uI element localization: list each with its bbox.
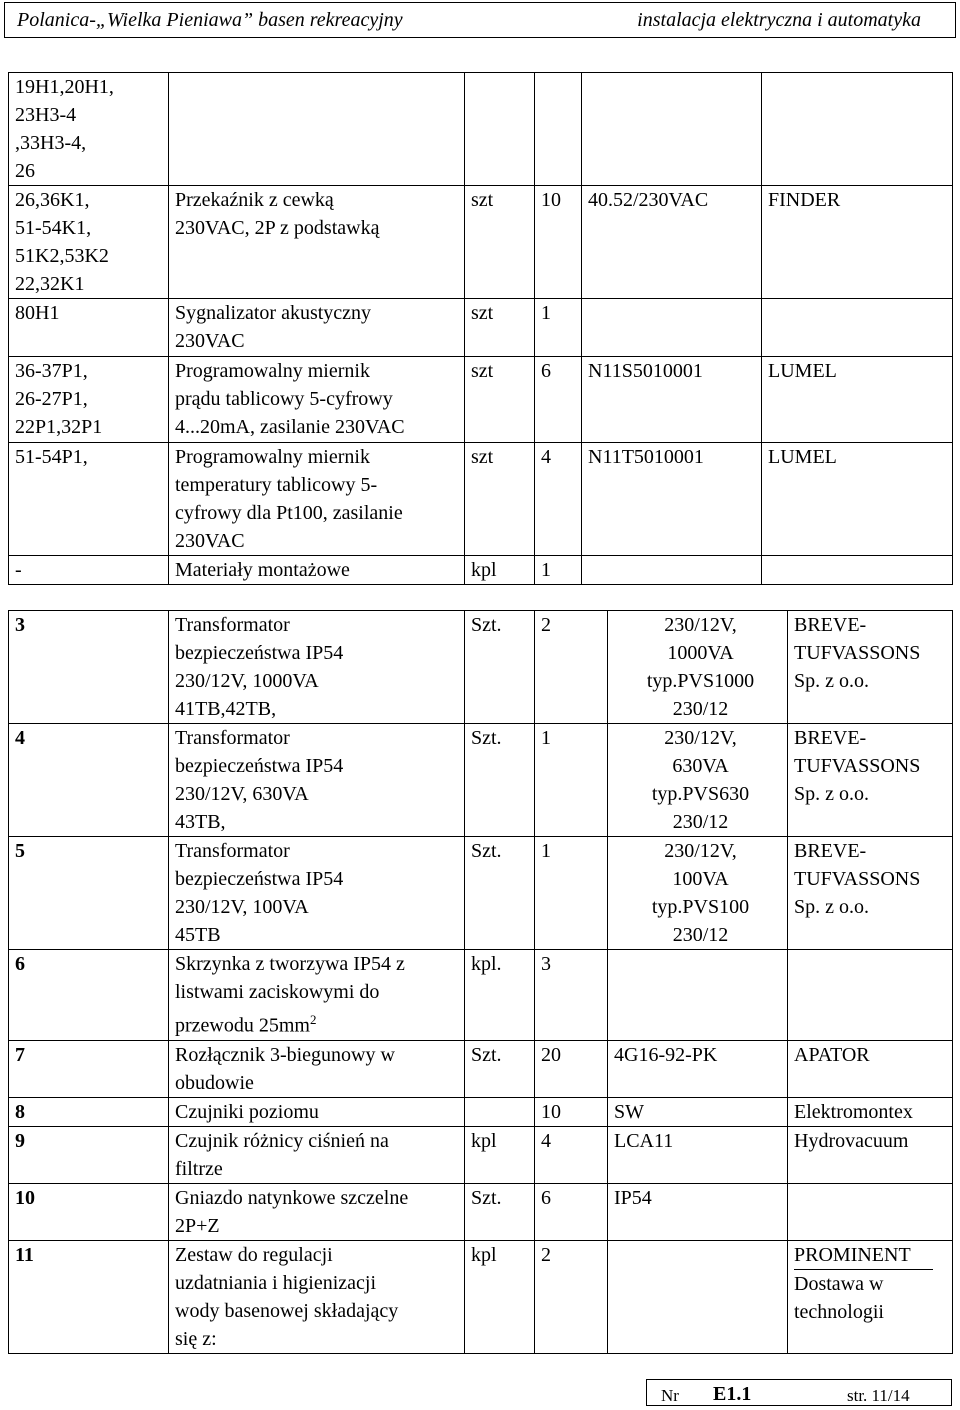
unit-cell <box>465 186 535 299</box>
description-cell-text: Transformator bezpieczeństwa IP54 230/12V, 100VA 45TB <box>175 840 344 946</box>
description-cell <box>169 186 465 299</box>
table-row <box>9 299 953 357</box>
quantity-cell <box>535 1126 608 1183</box>
quantity-cell <box>535 73 582 186</box>
symbol-cell <box>9 299 169 357</box>
item-number-cell-text: 10 <box>15 1186 35 1209</box>
table-row <box>9 1097 953 1126</box>
unit-cell-text: szt <box>471 189 494 211</box>
item-number-cell-text: 11 <box>15 1243 34 1266</box>
description-cell <box>169 299 465 357</box>
unit-cell <box>465 1097 535 1126</box>
symbol-cell-text: 19H1,20H1, 23H3-4 ,33H3-4, 26 <box>15 76 114 182</box>
description-cell-text: Transformator bezpieczeństwa IP54 230/12V, 1000VA 41TB,42TB, <box>175 614 344 720</box>
unit-cell <box>465 443 535 556</box>
quantity-cell-text: 1 <box>541 302 551 324</box>
manufacturer-cell-text: FINDER <box>768 189 841 211</box>
quantity-cell-text: 3 <box>541 953 551 975</box>
manufacturer-cell <box>762 73 953 186</box>
type-cell <box>608 950 788 1041</box>
manufacturer-cell <box>788 1126 953 1183</box>
table-row <box>9 1240 953 1353</box>
description-cell-text: Skrzynka z tworzywa IP54 z listwami zaciskowymi do przewodu 25mm <box>175 953 405 1037</box>
unit-cell-text: szt <box>471 360 494 382</box>
symbol-cell <box>9 556 169 585</box>
table-row <box>9 186 953 299</box>
manufacturer-cell <box>788 611 953 724</box>
table-row <box>9 443 953 556</box>
quantity-cell <box>535 837 608 950</box>
quantity-cell-text: 1 <box>541 559 551 581</box>
manufacturer-cell <box>788 1240 953 1353</box>
header-project-title: Polanica-„Wielka Pieniawa” basen rekreacyjny <box>17 9 403 31</box>
quantity-cell <box>535 950 608 1041</box>
footer-nr-label: Nr <box>661 1386 679 1405</box>
quantity-cell-text: 1 <box>541 727 551 749</box>
manufacturer-cell-text: APATOR <box>794 1043 870 1066</box>
table-row <box>9 1183 953 1240</box>
manufacturer-cell <box>762 556 953 585</box>
unit-cell-text: kpl <box>471 1129 497 1152</box>
item-number-cell <box>9 837 169 950</box>
unit-cell <box>465 611 535 724</box>
type-cell <box>608 724 788 837</box>
table-row <box>9 357 953 443</box>
description-cell-text: Programowalny miernik prądu tablicowy 5-cyfrowy 4...20mA, zasilanie 230VAC <box>175 360 405 438</box>
description-cell <box>169 357 465 443</box>
type-cell <box>582 73 762 186</box>
quantity-cell-text: 20 <box>541 1043 561 1066</box>
table-row <box>9 724 953 837</box>
description-cell-text: Programowalny miernik temperatury tablicowy 5- cyfrowy dla Pt100, zasilanie 230VAC <box>175 446 403 552</box>
type-cell <box>582 186 762 299</box>
quantity-cell-text: 2 <box>541 1243 551 1266</box>
item-number-cell <box>9 1097 169 1126</box>
manufacturer-cell <box>762 443 953 556</box>
quantity-cell <box>535 724 608 837</box>
item-number-cell <box>9 1040 169 1097</box>
description-cell-text: Zestaw do regulacji uzdatniania i higienizacji wody basenowej składający się z: <box>175 1243 399 1350</box>
description-cell-text: Transformator bezpieczeństwa IP54 230/12V, 630VA 43TB, <box>175 727 344 833</box>
quantity-cell <box>535 299 582 357</box>
type-cell-text: 230/12V, 100VA typ.PVS100 230/12 <box>651 840 750 946</box>
manufacturer-cell <box>788 724 953 837</box>
symbol-cell-text: 51-54P1, <box>15 446 88 468</box>
type-cell <box>582 357 762 443</box>
item-number-cell-text: 4 <box>15 727 25 749</box>
quantity-cell-text: 6 <box>541 1186 551 1209</box>
type-cell <box>608 1126 788 1183</box>
quantity-cell-text: 1 <box>541 840 551 862</box>
quantity-cell <box>535 186 582 299</box>
manufacturer-cell-text: PROMINENT <box>794 1241 933 1270</box>
quantity-cell-text: 6 <box>541 360 551 382</box>
manufacturer-cell-text: LUMEL <box>768 360 837 382</box>
description-cell <box>169 556 465 585</box>
unit-cell <box>465 837 535 950</box>
symbol-cell-text: 26,36K1, 51-54K1, 51K2,53K2 22,32K1 <box>15 189 109 295</box>
unit-cell <box>465 1240 535 1353</box>
description-cell <box>169 837 465 950</box>
quantity-cell-text: 4 <box>541 446 551 468</box>
quantity-cell <box>535 1097 608 1126</box>
table-row <box>9 950 953 1041</box>
type-cell-text: 230/12V, 1000VA typ.PVS1000 230/12 <box>646 614 755 720</box>
manufacturer-cell-text: Hydrovacuum <box>794 1129 909 1152</box>
manufacturer-cell <box>788 1040 953 1097</box>
description-cell-text: Czujnik różnicy ciśnień na filtrze <box>175 1129 389 1180</box>
unit-cell-text: Szt. <box>471 1186 502 1209</box>
manufacturer-cell <box>788 950 953 1041</box>
unit-cell <box>465 1126 535 1183</box>
quantity-cell-text: 4 <box>541 1129 551 1152</box>
symbol-cell-text: 36-37P1, 26-27P1, 22P1,32P1 <box>15 360 103 438</box>
unit-cell-text: Szt. <box>471 840 502 862</box>
table-row <box>9 837 953 950</box>
unit-cell <box>465 357 535 443</box>
type-cell <box>582 556 762 585</box>
type-cell-text: LCA11 <box>614 1129 674 1152</box>
unit-cell-text: szt <box>471 446 494 468</box>
description-cell <box>169 724 465 837</box>
unit-cell-text: Szt. <box>471 614 502 636</box>
unit-cell <box>465 299 535 357</box>
item-number-cell <box>9 950 169 1041</box>
quantity-cell <box>535 1240 608 1353</box>
type-cell-text: 230/12V, 630VA typ.PVS630 230/12 <box>651 727 750 833</box>
manufacturer-note: Dostawa w technologii <box>794 1272 884 1323</box>
manufacturer-cell <box>788 1183 953 1240</box>
table-row <box>9 611 953 724</box>
table-row <box>9 73 953 186</box>
description-cell <box>169 1097 465 1126</box>
item-number-cell-text: 6 <box>15 953 25 975</box>
equipment-table-2 <box>8 610 953 1354</box>
footer-page-number: str. 11/14 <box>847 1386 910 1405</box>
unit-cell-text: Szt. <box>471 1043 502 1066</box>
type-cell-text: N11T5010001 <box>588 446 704 468</box>
header-section-title: instalacja elektryczna i automatyka <box>637 9 921 31</box>
item-number-cell <box>9 1183 169 1240</box>
unit-cell <box>465 1183 535 1240</box>
description-cell-text: Rozłącznik 3-biegunowy w obudowie <box>175 1043 395 1094</box>
description-cell <box>169 1183 465 1240</box>
quantity-cell <box>535 1183 608 1240</box>
description-cell <box>169 1126 465 1183</box>
type-cell-text: IP54 <box>614 1186 652 1209</box>
description-cell-text: Gniazdo natynkowe szczelne 2P+Z <box>175 1186 409 1237</box>
unit-cell-text: kpl <box>471 1243 497 1266</box>
manufacturer-cell-text: LUMEL <box>768 446 837 468</box>
symbol-cell-text: - <box>15 559 22 581</box>
manufacturer-cell <box>788 1097 953 1126</box>
item-number-cell-text: 7 <box>15 1043 25 1066</box>
item-number-cell <box>9 1240 169 1353</box>
manufacturer-cell <box>762 299 953 357</box>
unit-cell-text: Szt. <box>471 727 502 749</box>
manufacturer-cell-text: Elektromontex <box>794 1100 913 1123</box>
quantity-cell <box>535 443 582 556</box>
unit-cell-text: kpl. <box>471 953 502 975</box>
table-row <box>9 1040 953 1097</box>
page-footer <box>646 1379 952 1406</box>
symbol-cell <box>9 186 169 299</box>
manufacturer-cell <box>788 837 953 950</box>
manufacturer-cell-text: BREVE- TUFVASSONS Sp. z o.o. <box>794 840 921 918</box>
unit-cell <box>465 1040 535 1097</box>
quantity-cell <box>535 556 582 585</box>
type-cell <box>608 1097 788 1126</box>
description-cell <box>169 950 465 1041</box>
type-cell <box>608 837 788 950</box>
description-cell <box>169 611 465 724</box>
quantity-cell <box>535 357 582 443</box>
item-number-cell-text: 9 <box>15 1129 25 1152</box>
type-cell-text: N11S5010001 <box>588 360 703 382</box>
symbol-cell <box>9 443 169 556</box>
table-row <box>9 1126 953 1183</box>
description-cell-text: Materiały montażowe <box>175 559 350 581</box>
page-header <box>4 2 956 38</box>
item-number-cell <box>9 611 169 724</box>
quantity-cell-text: 2 <box>541 614 551 636</box>
type-cell <box>608 1240 788 1353</box>
quantity-cell <box>535 1040 608 1097</box>
equipment-table-1 <box>8 72 953 585</box>
description-cell-text: Sygnalizator akustyczny 230VAC <box>175 302 372 352</box>
item-number-cell <box>9 1126 169 1183</box>
description-cell-text: Przekaźnik z cewką 230VAC, 2P z podstawką <box>175 189 380 239</box>
symbol-cell <box>9 73 169 186</box>
unit-cell <box>465 73 535 186</box>
quantity-cell <box>535 611 608 724</box>
manufacturer-cell <box>762 357 953 443</box>
manufacturer-cell-text: BREVE- TUFVASSONS Sp. z o.o. <box>794 727 921 805</box>
superscript: 2 <box>309 1012 317 1027</box>
type-cell-text: 4G16-92-PK <box>614 1043 718 1066</box>
unit-cell-text: kpl <box>471 559 497 581</box>
unit-cell-text: szt <box>471 302 494 324</box>
description-cell <box>169 73 465 186</box>
item-number-cell <box>9 724 169 837</box>
description-cell-text: Czujniki poziomu <box>175 1100 319 1123</box>
manufacturer-cell-text: BREVE- TUFVASSONS Sp. z o.o. <box>794 614 921 692</box>
description-cell <box>169 443 465 556</box>
item-number-cell-text: 8 <box>15 1100 25 1123</box>
symbol-cell-text: 80H1 <box>15 302 60 324</box>
item-number-cell-text: 3 <box>15 614 25 636</box>
unit-cell <box>465 950 535 1041</box>
quantity-cell-text: 10 <box>541 189 561 211</box>
type-cell <box>582 443 762 556</box>
table-row <box>9 556 953 585</box>
quantity-cell-text: 10 <box>541 1100 561 1123</box>
type-cell <box>582 299 762 357</box>
unit-cell <box>465 724 535 837</box>
item-number-cell-text: 5 <box>15 840 25 862</box>
type-cell <box>608 1040 788 1097</box>
type-cell <box>608 1183 788 1240</box>
description-cell <box>169 1040 465 1097</box>
type-cell-text: SW <box>614 1100 644 1123</box>
description-cell <box>169 1240 465 1353</box>
type-cell-text: 40.52/230VAC <box>588 189 709 211</box>
symbol-cell <box>9 357 169 443</box>
unit-cell <box>465 556 535 585</box>
type-cell <box>608 611 788 724</box>
footer-drawing-number: E1.1 <box>713 1383 752 1405</box>
manufacturer-cell <box>762 186 953 299</box>
